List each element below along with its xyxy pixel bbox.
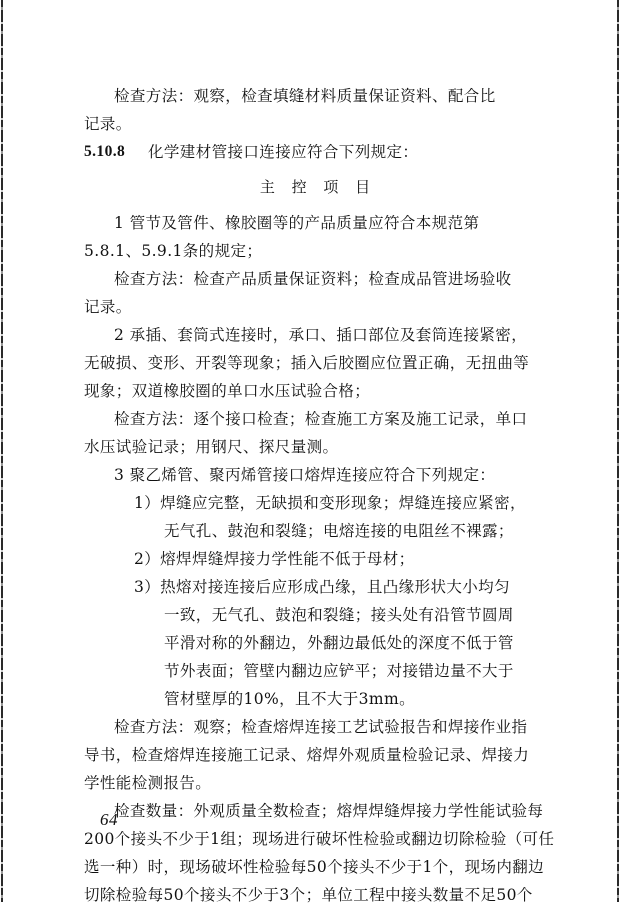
list-item-continuation: 平滑对称的外翻边，外翻边最低处的深度不低于管 (164, 634, 514, 652)
text-line: 无破损、变形、开裂等现象；插入后胶圈应位置正确，无扭曲等 (84, 354, 530, 372)
text-line: 导书，检查熔焊连接施工记录、熔焊外观质量检验记录、焊接力 (84, 746, 530, 764)
list-item: 1）焊缝应完整，无缺损和变形现象；焊缝连接应紧密， (134, 494, 526, 512)
scan-left-edge (1, 0, 3, 902)
text-line: 水压试验记录；用钢尺、探尺量测。 (84, 438, 339, 456)
text-line: 现象；双道橡胶圈的单口水压试验合格； (84, 382, 371, 400)
text-line: 5.8.1、5.9.1条的规定； (84, 242, 263, 260)
list-item: 3）热熔对接连接后应形成凸缘，且凸缘形状大小均匀 (134, 578, 510, 596)
list-item-continuation: 节外表面；管壁内翻边应铲平；对接错边量不大于 (164, 662, 514, 680)
scan-right-edge (617, 0, 619, 902)
list-item-continuation: 管材壁厚的10%，且不大于3mm。 (164, 690, 416, 708)
text-line: 记录。 (84, 298, 132, 316)
text-line: 检查方法：观察；检查熔焊连接工艺试验报告和焊接作业指 (114, 718, 528, 736)
list-item: 2）熔焊焊缝焊接力学性能不低于母材； (134, 550, 415, 568)
text-line: 3 聚乙烯管、聚丙烯管接口熔焊连接应符合下列规定： (114, 466, 496, 484)
clause-number: 5.10.8 (84, 143, 126, 160)
text-line: 切除检验每50个接头不少于3个；单位工程中接头数量不足50个 (84, 886, 533, 904)
text-line: 检查方法：逐个接口检查；检查施工方案及施工记录，单口 (114, 410, 528, 428)
text-line: 1 管节及管件、橡胶圈等的产品质量应符合本规范第 (114, 214, 480, 232)
text-line: 检查数量：外观质量全数检查；熔焊焊缝焊接力学性能试验每 (114, 802, 544, 820)
clause-title: 化学建材管接口连接应符合下列规定： (148, 143, 419, 161)
text-line: 学性能检测报告。 (84, 774, 212, 792)
text-line: 检查方法：观察，检查填缝材料质量保证资料、配合比 (114, 87, 496, 105)
page-number: 64 (100, 810, 118, 829)
text-line: 选一种）时，现场破坏性检验每50个接头不少于1个，现场内翻边 (84, 858, 545, 876)
text-line: 记录。 (84, 115, 132, 133)
text-line: 2 承插、套筒式连接时，承口、插口部位及套筒连接紧密， (114, 326, 528, 344)
list-item-continuation: 一致，无气孔、鼓泡和裂缝；接头处有沿管节圆周 (164, 606, 514, 624)
list-item-continuation: 无气孔、鼓泡和裂缝；电熔连接的电阻丝不裸露； (164, 522, 514, 540)
text-line: 200个接头不少于1组；现场进行破坏性检验或翻边切除检验（可任 (84, 830, 555, 848)
text-line: 检查方法：检查产品质量保证资料；检查成品管进场验收 (114, 270, 512, 288)
section-heading: 主 控 项 目 (259, 178, 377, 196)
